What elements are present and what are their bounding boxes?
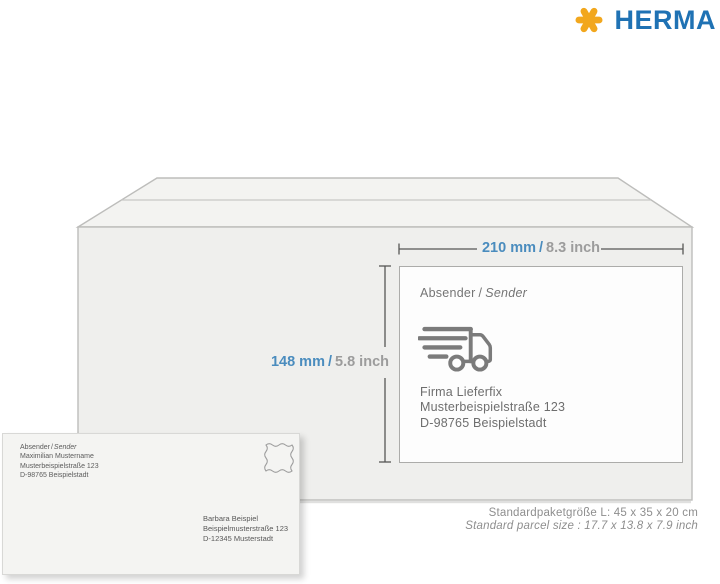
delivery-truck-icon <box>418 323 506 377</box>
logo-wordmark: HERMA <box>614 5 716 35</box>
width-separator: / <box>538 240 544 256</box>
label-sender-address <box>420 385 565 431</box>
parcel-size-imperial: Standard parcel size : 17.7 x 13.8 x 7.9 inch <box>465 519 698 532</box>
height-imperial-value: 5.8 inch <box>335 354 389 370</box>
height-separator: / <box>327 354 332 370</box>
width-dimension-text <box>399 240 683 256</box>
parcel-size-caption <box>465 507 698 532</box>
height-metric-value: 148 mm <box>270 354 325 370</box>
envelope-sender-heading-separator: / <box>50 444 53 451</box>
height-dimension-text <box>271 354 389 370</box>
label-sender-heading-primary: Absender <box>420 286 476 300</box>
envelope-sender-heading-primary: Absender <box>20 444 50 451</box>
envelope-sender-heading <box>20 443 99 452</box>
label-address-line: D-98765 Beispielstadt <box>420 415 547 430</box>
envelope-recipient-line: D-12345 Musterstadt <box>203 534 274 544</box>
envelope-recipient-block <box>203 514 288 545</box>
envelope-sender-line: D-98765 Beispielstadt <box>20 471 89 479</box>
envelope <box>2 433 300 575</box>
shipping-label <box>399 266 683 463</box>
asterisk-icon <box>574 5 604 35</box>
width-metric-value: 210 mm <box>481 240 536 256</box>
envelope-sender-line: Maximilian Mustername <box>20 453 94 461</box>
stamp-placeholder-icon <box>262 441 296 475</box>
label-sender-heading-separator: / <box>478 286 483 300</box>
herma-logo <box>574 5 717 35</box>
parcel-top-face <box>78 178 692 227</box>
label-sender-heading-secondary: Sender <box>485 286 528 300</box>
envelope-sender-heading-secondary: Sender <box>53 444 77 451</box>
width-imperial-value: 8.3 inch <box>546 240 601 256</box>
label-address-line: Musterbeispielstraße 123 <box>420 400 566 415</box>
envelope-recipient-line: Beispielmusterstraße 123 <box>203 524 289 534</box>
parcel-size-metric: Standardpaketgröße L: 45 x 35 x 20 cm <box>488 507 698 519</box>
label-sender-heading <box>420 286 527 300</box>
envelope-recipient-line: Barbara Beispiel <box>203 514 259 523</box>
label-address-line: Firma Lieferfix <box>420 385 503 399</box>
envelope-sender-line: Musterbeispielstraße 123 <box>20 462 99 470</box>
envelope-sender-block <box>20 443 99 480</box>
